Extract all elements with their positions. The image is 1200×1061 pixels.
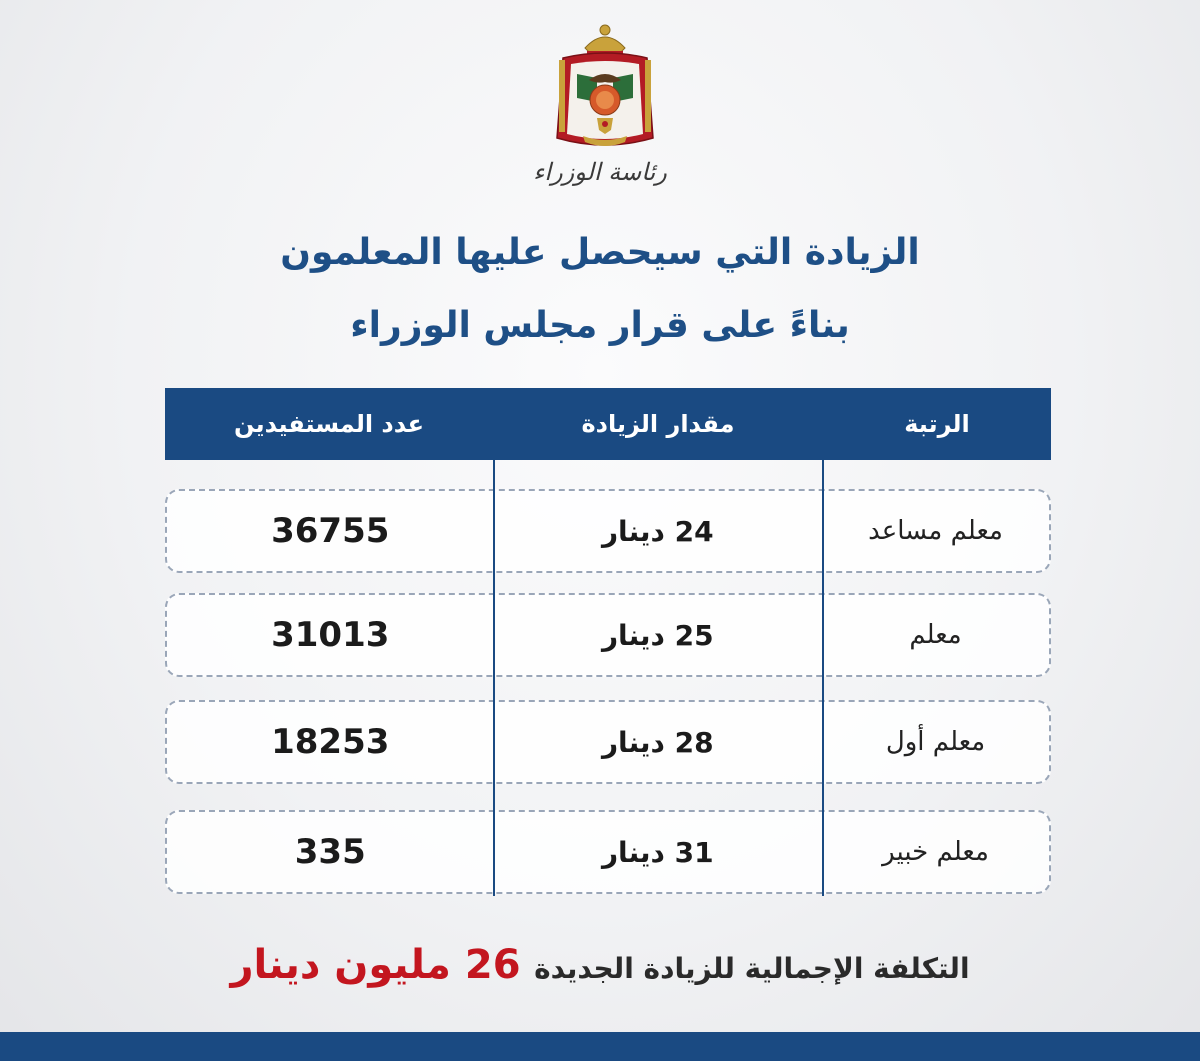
column-header-increase-amount: مقدار الزيادة — [581, 410, 735, 438]
rank-cell: معلم مساعد — [868, 516, 1003, 546]
coat-of-arms-icon — [545, 18, 665, 160]
beneficiaries-count-cell: 18253 — [271, 722, 390, 762]
table-row — [165, 700, 1051, 784]
table-row — [165, 810, 1051, 894]
page-title: الزيادة التي سيحصل عليها المعلمون — [280, 232, 920, 273]
total-cost — [150, 942, 1050, 988]
rank-cell: معلم أول — [885, 727, 986, 757]
organization-name: رئاسة الوزراء — [533, 158, 667, 186]
rank-cell: معلم — [909, 620, 962, 650]
increase-amount-cell: 24 دينار — [601, 514, 714, 548]
bottom-bar — [0, 1032, 1200, 1061]
column-header-rank: الرتبة — [904, 410, 970, 438]
increase-amount-cell: 25 دينار — [601, 618, 714, 652]
column-header-beneficiaries: عدد المستفيدين — [233, 410, 425, 438]
rank-cell: معلم خبير — [882, 837, 989, 867]
table-header — [165, 388, 1051, 460]
beneficiaries-count-cell: 36755 — [271, 511, 390, 551]
column-divider — [822, 388, 824, 896]
total-cost-amount: 26 مليون دينار — [230, 942, 521, 988]
column-divider — [493, 388, 495, 896]
table-row — [165, 593, 1051, 677]
beneficiaries-count-cell: 31013 — [271, 615, 390, 655]
table-row — [165, 489, 1051, 573]
page-subtitle: بناءً على قرار مجلس الوزراء — [350, 305, 850, 346]
total-cost-label: التكلفة الإجمالية للزيادة الجديدة — [534, 952, 970, 985]
increase-amount-cell: 31 دينار — [601, 835, 714, 869]
increase-amount-cell: 28 دينار — [601, 725, 714, 759]
beneficiaries-count-cell: 335 — [294, 832, 366, 872]
